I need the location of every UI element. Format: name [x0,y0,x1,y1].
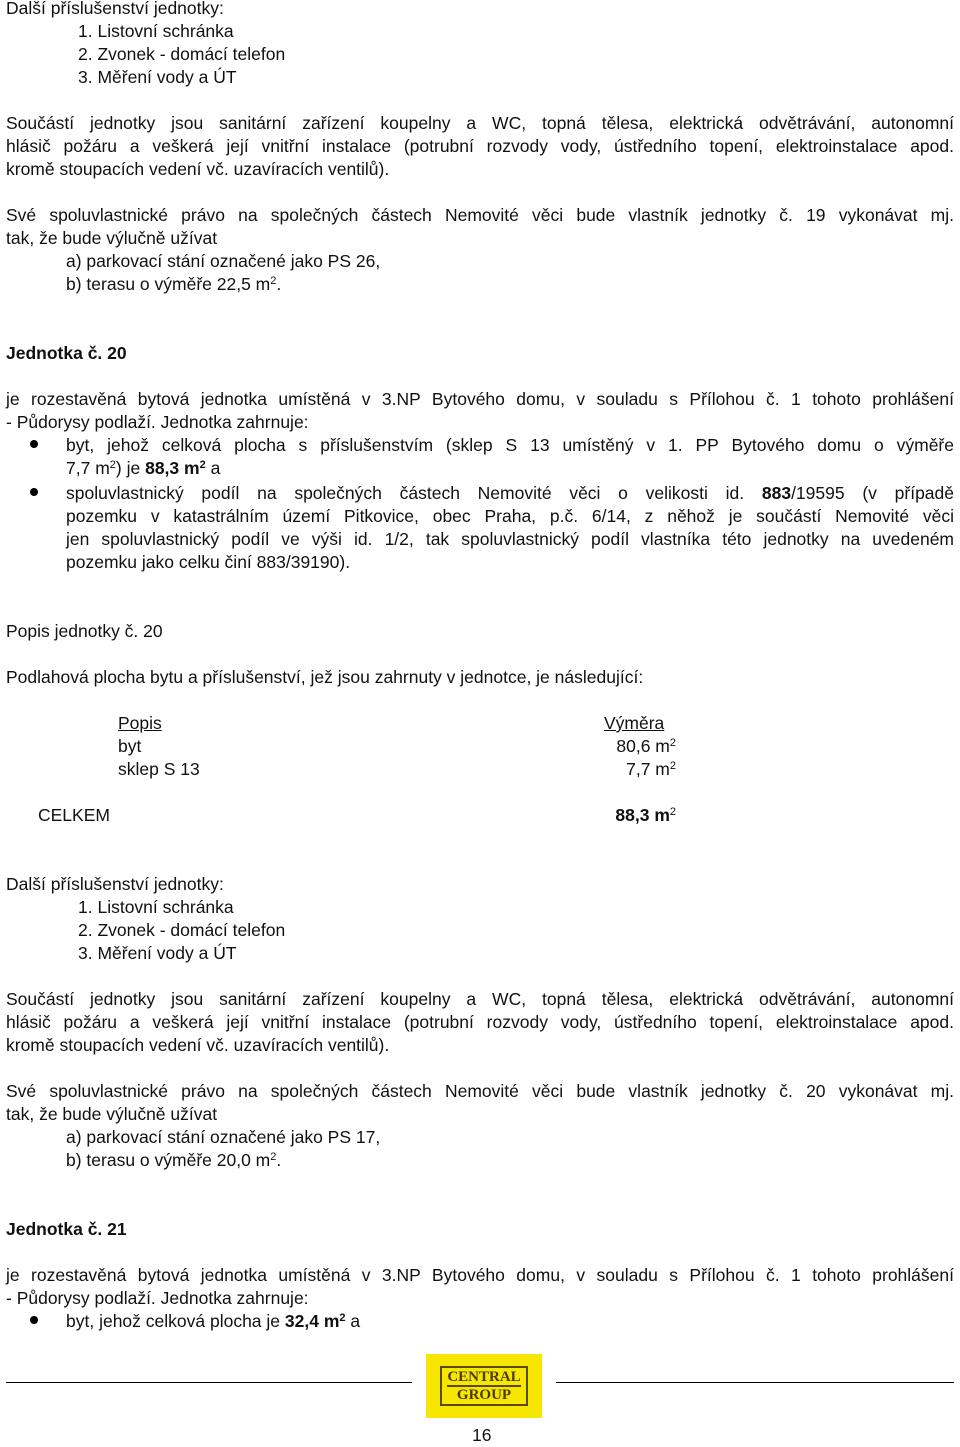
description-text: Podlahová plocha bytu a příslušenství, jež jsou zahrnuty v jednotce, je následující: [6,667,644,687]
components-text-line: kromě stoupacích vedení vč. uzavíracích ventilů). [6,159,390,179]
unit-heading: Jednotka č. 21 [6,1219,127,1239]
page-number: 16 [472,1425,492,1445]
bullet-text-line: 7,7 $m^2$) je 88,3 $m^2$ a [66,458,221,478]
bullet-text-line: byt, jehož celková plocha s příslušenstvím (sklep S 13 umístěný v 1. PP Bytového domu o výměře [66,435,954,455]
components-text-line: kromě stoupacích vedení vč. uzavíracích ventilů). [6,1035,390,1055]
table-row-name: byt [118,736,142,756]
footer-rule-left [6,1382,412,1383]
table-total-label: CELKEM [38,805,110,825]
rights-text-line: Své spoluvlastnické právo na společných částech Nemovité věci bude vlastník jednotky č. 19 vykonávat mj. [6,205,954,225]
bullet-dot [30,440,38,448]
rights-item-b: b) terasu o výměře 22,5 $m^2$. [66,274,282,294]
accessory-item: 3. Měření vody a ÚT [78,943,237,963]
bullet-text-line: spoluvlastnický podíl na společných částech Nemovité věci o velikosti id. 883/19595 (v případě [66,483,954,503]
table-header-area: Výměra [604,713,665,733]
unit-intro-line: - Půdorysy podlaží. Jednotka zahrnuje: [6,412,309,432]
rights-text-line: Své spoluvlastnické právo na společných částech Nemovité věci bude vlastník jednotky č. 20 vykonávat mj. [6,1081,954,1101]
bullet-text-line: byt, jehož celková plocha je 32,4 $m^2$ a [66,1311,361,1331]
table-row-area: 7,7 $m^2$ [626,759,676,779]
rights-text-line: tak, že bude výlučně užívat [6,1104,218,1124]
footer-rule-right [556,1382,954,1383]
unit-intro-line: je rozestavěná bytová jednotka umístěná v 3.NP Bytového domu, v souladu s Přílohou č. 1 tohoto prohlášení [6,389,954,409]
logo-text: CENTRAL [447,1369,521,1385]
bullet-dot [30,1316,38,1324]
company-logo [426,1354,542,1418]
accessories-title: Další příslušenství jednotky: [6,0,224,18]
bullet-text-line: pozemku v katastrálním území Pitkovice, obec Praha, p.č. 6/14, z něhož je součástí Nemovité věci [66,506,954,526]
accessories-title: Další příslušenství jednotky: [6,874,224,894]
rights-item-a: a) parkovací stání označené jako PS 17, [66,1127,381,1147]
unit-intro-line: je rozestavěná bytová jednotka umístěná v 3.NP Bytového domu, v souladu s Přílohou č. 1 tohoto prohlášení [6,1265,954,1285]
rights-item-b: b) terasu o výměře 20,0 $m^2$. [66,1150,282,1170]
table-total-value: 88,3 $m^2$ [615,805,676,825]
table-row-name: sklep S 13 [118,759,200,779]
components-text-line: Součástí jednotky jsou sanitární zařízení koupelny a WC, topná tělesa, elektrická odvětrávání, autonomní [6,113,954,133]
description-title: Popis jednotky č. 20 [6,621,163,641]
components-text-line: Součástí jednotky jsou sanitární zařízení koupelny a WC, topná tělesa, elektrická odvětrávání, autonomní [6,989,954,1009]
accessory-item: 1. Listovní schránka [78,21,234,41]
accessory-item: 3. Měření vody a ÚT [78,67,237,87]
accessory-item: 1. Listovní schránka [78,897,234,917]
components-text-line: hlásič požáru a veškerá její vnitřní instalace (potrubní rozvody vody, ústředního topení, elektroinstalace apod. [6,1012,954,1032]
bullet-text-line: jen spoluvlastnický podíl ve výši id. 1/2, tak spoluvlastnický podíl vlastníka této jednotky na uvedeném [66,529,954,549]
logo-text: GROUP [447,1385,520,1403]
table-row-area: 80,6 $m^2$ [616,736,676,756]
components-text-line: hlásič požáru a veškerá její vnitřní instalace (potrubní rozvody vody, ústředního topení, elektroinstalace apod. [6,136,954,156]
accessory-item: 2. Zvonek - domácí telefon [78,920,286,940]
bullet-dot [30,488,38,496]
unit-heading: Jednotka č. 20 [6,343,127,363]
unit-intro-line: - Půdorysy podlaží. Jednotka zahrnuje: [6,1288,309,1308]
table-header-name: Popis [118,713,162,733]
accessory-item: 2. Zvonek - domácí telefon [78,44,286,64]
rights-text-line: tak, že bude výlučně užívat [6,228,218,248]
bullet-text-line: pozemku jako celku činí 883/39190). [66,552,351,572]
rights-item-a: a) parkovací stání označené jako PS 26, [66,251,381,271]
